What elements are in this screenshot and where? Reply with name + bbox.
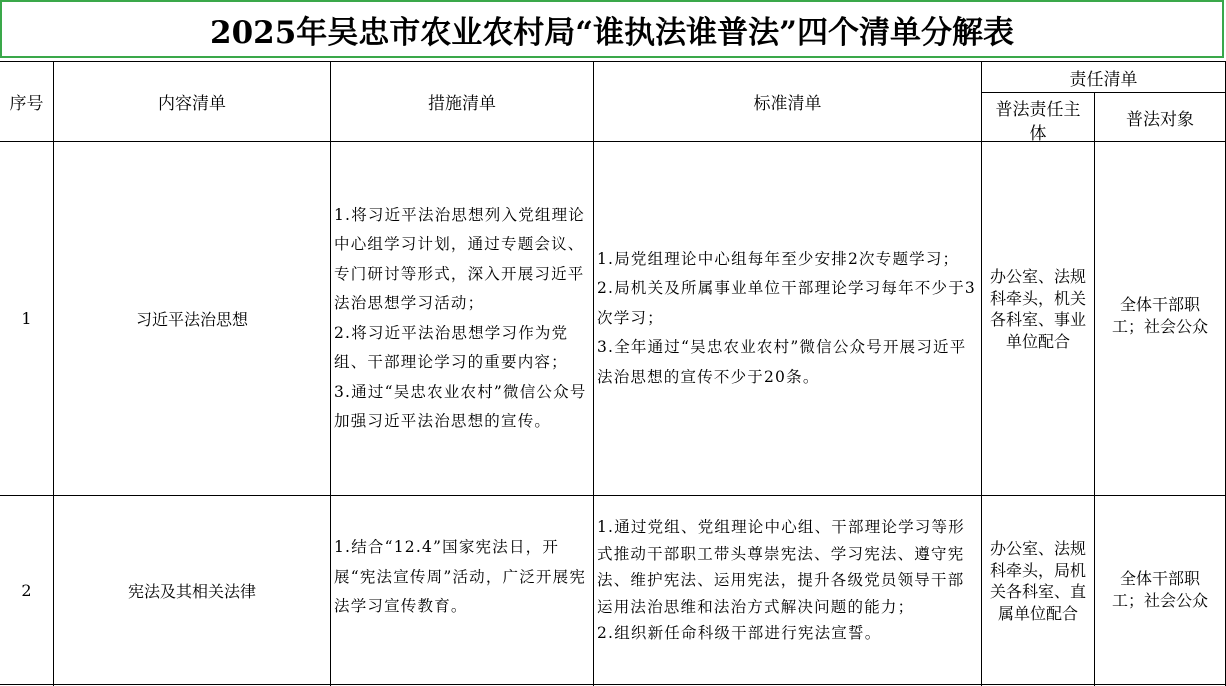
standard-item: 2.局机关及所属事业单位干部理论学习每年不少于3次学习； — [597, 279, 976, 327]
table-row-2-subject: 办公室、法规科牵头，局机关各科室、直属单位配合 — [990, 539, 1087, 623]
table-row-2-content: 宪法及其相关法律 — [127, 581, 256, 601]
table-row-1-subject: 办公室、法规科牵头，机关各科室、事业单位配合 — [990, 267, 1087, 351]
header-responsibility: 责任清单 — [1069, 69, 1138, 90]
header-target: 普法对象 — [1126, 109, 1194, 130]
table-title: 2025年吴忠市农业农村局“谁执法谁普法”四个清单分解表 — [0, 0, 1224, 58]
standard-item: 2.组织新任命科级干部进行宪法宣誓。 — [597, 624, 882, 642]
header-measures: 措施清单 — [428, 94, 496, 114]
table-row-1-seq: 1 — [21, 309, 32, 328]
standard-item: 1.局党组理论中心组每年至少安排2次专题学习； — [597, 249, 960, 268]
standard-item: 1.通过党组、党组理论中心组、干部理论学习等形式推动干部职工带头尊崇宪法、学习宪法、遵守宪法、维护宪法、运用宪法，提升各级党员领导干部运用法治思维和法治方式解决问题的能力； — [597, 518, 965, 616]
header-seq: 序号 — [9, 94, 44, 114]
table-row-2-standards — [594, 496, 981, 684]
table-row-1-target: 全体干部职工；社会公众 — [1111, 295, 1208, 336]
header-standards: 标准清单 — [753, 94, 822, 114]
table-row-1-standards — [594, 142, 981, 495]
standard-item: 3.全年通过“吴忠农业农村”微信公众号开展习近平法治思想的宣传不少于20条。 — [597, 338, 967, 386]
table-row-2-seq: 2 — [21, 580, 32, 600]
table-row-2-measures — [331, 496, 593, 684]
measure-item: 3.通过“吴忠农业农村”微信公众号加强习近平法治思想的宣传。 — [334, 382, 587, 430]
header-subject: 普法责任主体 — [995, 100, 1081, 141]
measure-item: 2.将习近平法治思想学习作为党组、干部理论学习的重要内容； — [334, 323, 569, 371]
table-row-1-measures — [331, 142, 593, 495]
table-row-1-content: 习近平法治思想 — [135, 310, 248, 329]
header-content: 内容清单 — [158, 94, 226, 114]
measure-item: 1.将习近平法治思想列入党组理论中心组学习计划，通过专题会议、专门研讨等形式，深入开展习近平法治思想学习活动； — [334, 205, 585, 312]
measure-item: 1.结合“12.4”国家宪法日，开展“宪法宣传周”活动，广泛开展宪法学习宣传教育。 — [334, 538, 587, 615]
table-row-2-target: 全体干部职工；社会公众 — [1111, 569, 1208, 610]
